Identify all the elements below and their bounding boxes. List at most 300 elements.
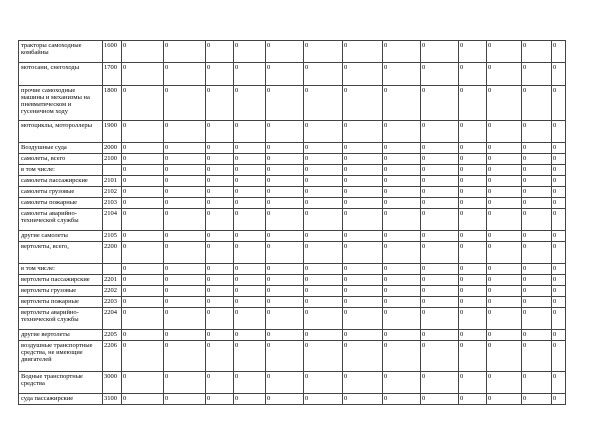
- value-cell: 0: [459, 198, 487, 209]
- value-cell: 0: [552, 308, 566, 330]
- table-row: [19, 330, 566, 341]
- value-cell: 0: [459, 176, 487, 187]
- value-cell: 0: [487, 86, 522, 121]
- value-cell: 0: [459, 86, 487, 121]
- value-cell: 0: [487, 264, 522, 275]
- value-cell: 0: [122, 372, 164, 394]
- value-cell: 0: [206, 308, 234, 330]
- value-cell: 0: [343, 341, 383, 372]
- value-cell: 0: [383, 154, 421, 165]
- value-cell: 0: [421, 330, 459, 341]
- value-cell: 0: [234, 286, 266, 297]
- value-cell: 0: [234, 275, 266, 286]
- row-code: 2201: [103, 275, 122, 286]
- value-cell: 0: [383, 176, 421, 187]
- value-cell: 0: [164, 121, 206, 143]
- value-cell: 0: [164, 242, 206, 264]
- value-cell: 0: [304, 143, 343, 154]
- table-row: [19, 63, 566, 86]
- value-cell: 0: [487, 341, 522, 372]
- value-cell: 0: [343, 394, 383, 405]
- value-cell: 0: [234, 242, 266, 264]
- value-cell: 0: [421, 341, 459, 372]
- value-cell: 0: [421, 121, 459, 143]
- value-cell: 0: [206, 231, 234, 242]
- value-cell: 0: [383, 121, 421, 143]
- value-cell: 0: [343, 176, 383, 187]
- value-cell: 0: [122, 275, 164, 286]
- value-cell: 0: [552, 341, 566, 372]
- value-cell: 0: [487, 154, 522, 165]
- value-cell: 0: [206, 63, 234, 86]
- value-cell: 0: [266, 86, 304, 121]
- row-label: суда пассажирские: [19, 394, 103, 405]
- row-code: 3000: [103, 372, 122, 394]
- value-cell: 0: [487, 297, 522, 308]
- value-cell: 0: [234, 165, 266, 176]
- value-cell: 0: [552, 63, 566, 86]
- table-row: [19, 121, 566, 143]
- value-cell: 0: [266, 121, 304, 143]
- row-code: [103, 264, 122, 275]
- value-cell: 0: [421, 187, 459, 198]
- value-cell: 0: [522, 143, 552, 154]
- value-cell: 0: [487, 209, 522, 231]
- value-cell: 0: [383, 187, 421, 198]
- value-cell: 0: [522, 242, 552, 264]
- value-cell: 0: [234, 308, 266, 330]
- value-cell: 0: [487, 121, 522, 143]
- value-cell: 0: [164, 143, 206, 154]
- value-cell: 0: [122, 121, 164, 143]
- table-row: [19, 394, 566, 405]
- document-page: [18, 40, 566, 405]
- value-cell: 0: [234, 143, 266, 154]
- value-cell: 0: [487, 41, 522, 63]
- row-label: другие вертолеты: [19, 330, 103, 341]
- value-cell: 0: [164, 63, 206, 86]
- value-cell: 0: [552, 231, 566, 242]
- value-cell: 0: [459, 372, 487, 394]
- value-cell: 0: [383, 394, 421, 405]
- value-cell: 0: [164, 275, 206, 286]
- row-code: 2105: [103, 231, 122, 242]
- value-cell: 0: [459, 154, 487, 165]
- row-code: 2104: [103, 209, 122, 231]
- value-cell: 0: [234, 394, 266, 405]
- value-cell: 0: [122, 143, 164, 154]
- value-cell: 0: [383, 209, 421, 231]
- value-cell: 0: [487, 372, 522, 394]
- value-cell: 0: [522, 63, 552, 86]
- row-label: Водные транспортные средства: [19, 372, 103, 394]
- value-cell: 0: [421, 231, 459, 242]
- value-cell: 0: [234, 41, 266, 63]
- value-cell: 0: [343, 264, 383, 275]
- value-cell: 0: [122, 231, 164, 242]
- value-cell: 0: [522, 264, 552, 275]
- value-cell: 0: [421, 308, 459, 330]
- value-cell: 0: [421, 372, 459, 394]
- value-cell: 0: [522, 176, 552, 187]
- value-cell: 0: [343, 308, 383, 330]
- value-cell: 0: [459, 308, 487, 330]
- value-cell: 0: [164, 198, 206, 209]
- value-cell: 0: [487, 330, 522, 341]
- table-row: [19, 286, 566, 297]
- value-cell: 0: [552, 176, 566, 187]
- value-cell: 0: [122, 242, 164, 264]
- value-cell: 0: [421, 242, 459, 264]
- row-label: самолеты пожарные: [19, 198, 103, 209]
- row-label: Воздушные суда: [19, 143, 103, 154]
- value-cell: 0: [459, 231, 487, 242]
- value-cell: 0: [164, 264, 206, 275]
- value-cell: 0: [266, 341, 304, 372]
- value-cell: 0: [304, 372, 343, 394]
- value-cell: 0: [304, 275, 343, 286]
- value-cell: 0: [552, 121, 566, 143]
- value-cell: 0: [383, 330, 421, 341]
- row-code: [103, 165, 122, 176]
- value-cell: 0: [206, 41, 234, 63]
- value-cell: 0: [459, 41, 487, 63]
- value-cell: 0: [234, 330, 266, 341]
- value-cell: 0: [164, 209, 206, 231]
- value-cell: 0: [206, 176, 234, 187]
- row-code: 2100: [103, 154, 122, 165]
- value-cell: 0: [304, 41, 343, 63]
- value-cell: 0: [552, 86, 566, 121]
- value-cell: 0: [343, 165, 383, 176]
- value-cell: 0: [522, 341, 552, 372]
- value-cell: 0: [487, 242, 522, 264]
- value-cell: 0: [122, 286, 164, 297]
- value-cell: 0: [304, 264, 343, 275]
- value-cell: 0: [487, 231, 522, 242]
- row-code: 2205: [103, 330, 122, 341]
- value-cell: 0: [266, 308, 304, 330]
- row-label: другие самолеты: [19, 231, 103, 242]
- table-row: [19, 275, 566, 286]
- value-cell: 0: [487, 165, 522, 176]
- value-cell: 0: [343, 187, 383, 198]
- value-cell: 0: [522, 41, 552, 63]
- value-cell: 0: [343, 297, 383, 308]
- value-cell: 0: [343, 41, 383, 63]
- value-cell: 0: [234, 121, 266, 143]
- value-cell: 0: [122, 63, 164, 86]
- value-cell: 0: [552, 242, 566, 264]
- value-cell: 0: [522, 187, 552, 198]
- value-cell: 0: [343, 154, 383, 165]
- table-row: [19, 165, 566, 176]
- value-cell: 0: [266, 63, 304, 86]
- table-row: [19, 154, 566, 165]
- value-cell: 0: [234, 198, 266, 209]
- value-cell: 0: [164, 231, 206, 242]
- value-cell: 0: [421, 86, 459, 121]
- row-code: 2202: [103, 286, 122, 297]
- value-cell: 0: [206, 121, 234, 143]
- value-cell: 0: [206, 187, 234, 198]
- value-cell: 0: [164, 165, 206, 176]
- table-row: [19, 187, 566, 198]
- row-code: 1600: [103, 41, 122, 63]
- value-cell: 0: [266, 330, 304, 341]
- value-cell: 0: [266, 176, 304, 187]
- value-cell: 0: [164, 176, 206, 187]
- value-cell: 0: [487, 394, 522, 405]
- value-cell: 0: [266, 275, 304, 286]
- value-cell: 0: [343, 372, 383, 394]
- value-cell: 0: [206, 143, 234, 154]
- value-cell: 0: [122, 154, 164, 165]
- value-cell: 0: [459, 330, 487, 341]
- row-label: вертолеты аварийно-технической службы: [19, 308, 103, 330]
- value-cell: 0: [122, 308, 164, 330]
- value-cell: 0: [343, 86, 383, 121]
- value-cell: 0: [343, 231, 383, 242]
- value-cell: 0: [487, 308, 522, 330]
- value-cell: 0: [522, 154, 552, 165]
- row-label: мотоциклы, мотороллеры: [19, 121, 103, 143]
- row-label: самолеты пассажирские: [19, 176, 103, 187]
- value-cell: 0: [459, 242, 487, 264]
- value-cell: 0: [552, 330, 566, 341]
- value-cell: 0: [266, 187, 304, 198]
- value-cell: 0: [459, 209, 487, 231]
- value-cell: 0: [122, 198, 164, 209]
- value-cell: 0: [164, 286, 206, 297]
- value-cell: 0: [122, 297, 164, 308]
- table-row: [19, 264, 566, 275]
- value-cell: 0: [304, 154, 343, 165]
- value-cell: 0: [421, 63, 459, 86]
- value-cell: 0: [522, 86, 552, 121]
- value-cell: 0: [522, 297, 552, 308]
- value-cell: 0: [304, 187, 343, 198]
- table-row: [19, 341, 566, 372]
- row-code: 2102: [103, 187, 122, 198]
- value-cell: 0: [421, 297, 459, 308]
- vehicle-register-table: [18, 40, 566, 405]
- value-cell: 0: [122, 187, 164, 198]
- row-label: в том числе:: [19, 264, 103, 275]
- value-cell: 0: [164, 308, 206, 330]
- table-row: [19, 242, 566, 264]
- value-cell: 0: [122, 176, 164, 187]
- value-cell: 0: [383, 63, 421, 86]
- value-cell: 0: [487, 198, 522, 209]
- value-cell: 0: [266, 231, 304, 242]
- value-cell: 0: [487, 143, 522, 154]
- value-cell: 0: [122, 209, 164, 231]
- value-cell: 0: [421, 41, 459, 63]
- value-cell: 0: [343, 143, 383, 154]
- value-cell: 0: [266, 209, 304, 231]
- row-label: мотосани, снегоходы: [19, 63, 103, 86]
- value-cell: 0: [266, 242, 304, 264]
- value-cell: 0: [487, 187, 522, 198]
- value-cell: 0: [122, 86, 164, 121]
- value-cell: 0: [304, 242, 343, 264]
- value-cell: 0: [383, 372, 421, 394]
- value-cell: 0: [304, 286, 343, 297]
- value-cell: 0: [266, 264, 304, 275]
- value-cell: 0: [122, 264, 164, 275]
- value-cell: 0: [304, 86, 343, 121]
- value-cell: 0: [164, 341, 206, 372]
- row-code: 2101: [103, 176, 122, 187]
- value-cell: 0: [343, 209, 383, 231]
- value-cell: 0: [522, 286, 552, 297]
- value-cell: 0: [206, 341, 234, 372]
- value-cell: 0: [552, 372, 566, 394]
- value-cell: 0: [459, 264, 487, 275]
- row-code: 2206: [103, 341, 122, 372]
- value-cell: 0: [266, 297, 304, 308]
- value-cell: 0: [164, 86, 206, 121]
- value-cell: 0: [383, 242, 421, 264]
- value-cell: 0: [304, 297, 343, 308]
- value-cell: 0: [164, 297, 206, 308]
- value-cell: 0: [522, 394, 552, 405]
- value-cell: 0: [487, 286, 522, 297]
- value-cell: 0: [304, 176, 343, 187]
- value-cell: 0: [304, 121, 343, 143]
- value-cell: 0: [343, 242, 383, 264]
- table-row: [19, 209, 566, 231]
- value-cell: 0: [383, 86, 421, 121]
- value-cell: 0: [383, 341, 421, 372]
- value-cell: 0: [206, 264, 234, 275]
- value-cell: 0: [206, 330, 234, 341]
- value-cell: 0: [304, 198, 343, 209]
- value-cell: 0: [266, 286, 304, 297]
- value-cell: 0: [421, 154, 459, 165]
- value-cell: 0: [343, 198, 383, 209]
- value-cell: 0: [522, 198, 552, 209]
- row-label: воздушные транспортные средства, не имеющие двигателей: [19, 341, 103, 372]
- value-cell: 0: [206, 198, 234, 209]
- row-label: вертолеты пассажирские: [19, 275, 103, 286]
- value-cell: 0: [552, 165, 566, 176]
- table-row: [19, 231, 566, 242]
- value-cell: 0: [459, 187, 487, 198]
- value-cell: 0: [234, 187, 266, 198]
- value-cell: 0: [206, 86, 234, 121]
- value-cell: 0: [164, 372, 206, 394]
- value-cell: 0: [421, 286, 459, 297]
- table-row: [19, 143, 566, 154]
- row-label: вертолеты пожарные: [19, 297, 103, 308]
- value-cell: 0: [487, 176, 522, 187]
- value-cell: 0: [234, 176, 266, 187]
- value-cell: 0: [206, 297, 234, 308]
- value-cell: 0: [304, 341, 343, 372]
- row-code: 3100: [103, 394, 122, 405]
- row-code: 1800: [103, 86, 122, 121]
- value-cell: 0: [234, 231, 266, 242]
- value-cell: 0: [487, 63, 522, 86]
- value-cell: 0: [266, 198, 304, 209]
- value-cell: 0: [459, 341, 487, 372]
- value-cell: 0: [383, 275, 421, 286]
- value-cell: 0: [383, 143, 421, 154]
- row-label: прочие самоходные машины и механизмы на пневматическом и гусеничном ходу: [19, 86, 103, 121]
- value-cell: 0: [459, 143, 487, 154]
- value-cell: 0: [383, 308, 421, 330]
- value-cell: 0: [234, 63, 266, 86]
- value-cell: 0: [122, 41, 164, 63]
- value-cell: 0: [421, 176, 459, 187]
- value-cell: 0: [206, 372, 234, 394]
- value-cell: 0: [421, 394, 459, 405]
- value-cell: 0: [206, 394, 234, 405]
- value-cell: 0: [421, 264, 459, 275]
- value-cell: 0: [164, 154, 206, 165]
- value-cell: 0: [552, 297, 566, 308]
- value-cell: 0: [522, 165, 552, 176]
- value-cell: 0: [304, 231, 343, 242]
- value-cell: 0: [343, 121, 383, 143]
- value-cell: 0: [266, 394, 304, 405]
- row-label: тракторы самоходные комбайны: [19, 41, 103, 63]
- row-label: вертолеты грузовые: [19, 286, 103, 297]
- value-cell: 0: [343, 275, 383, 286]
- value-cell: 0: [383, 286, 421, 297]
- value-cell: 0: [164, 187, 206, 198]
- value-cell: 0: [304, 394, 343, 405]
- value-cell: 0: [206, 165, 234, 176]
- row-code: 2000: [103, 143, 122, 154]
- value-cell: 0: [421, 143, 459, 154]
- value-cell: 0: [383, 231, 421, 242]
- value-cell: 0: [552, 143, 566, 154]
- value-cell: 0: [552, 209, 566, 231]
- value-cell: 0: [266, 143, 304, 154]
- value-cell: 0: [459, 165, 487, 176]
- table-row: [19, 86, 566, 121]
- value-cell: 0: [266, 165, 304, 176]
- value-cell: 0: [122, 330, 164, 341]
- row-code: 1700: [103, 63, 122, 86]
- value-cell: 0: [383, 297, 421, 308]
- value-cell: 0: [304, 308, 343, 330]
- value-cell: 0: [304, 165, 343, 176]
- table-row: [19, 41, 566, 63]
- value-cell: 0: [383, 165, 421, 176]
- table-row: [19, 297, 566, 308]
- value-cell: 0: [266, 41, 304, 63]
- row-code: 2204: [103, 308, 122, 330]
- value-cell: 0: [343, 286, 383, 297]
- value-cell: 0: [266, 154, 304, 165]
- value-cell: 0: [234, 154, 266, 165]
- value-cell: 0: [206, 154, 234, 165]
- value-cell: 0: [522, 308, 552, 330]
- value-cell: 0: [552, 154, 566, 165]
- value-cell: 0: [164, 330, 206, 341]
- value-cell: 0: [552, 198, 566, 209]
- row-label: в том числе:: [19, 165, 103, 176]
- value-cell: 0: [552, 41, 566, 63]
- value-cell: 0: [421, 275, 459, 286]
- value-cell: 0: [206, 286, 234, 297]
- table-row: [19, 308, 566, 330]
- value-cell: 0: [459, 286, 487, 297]
